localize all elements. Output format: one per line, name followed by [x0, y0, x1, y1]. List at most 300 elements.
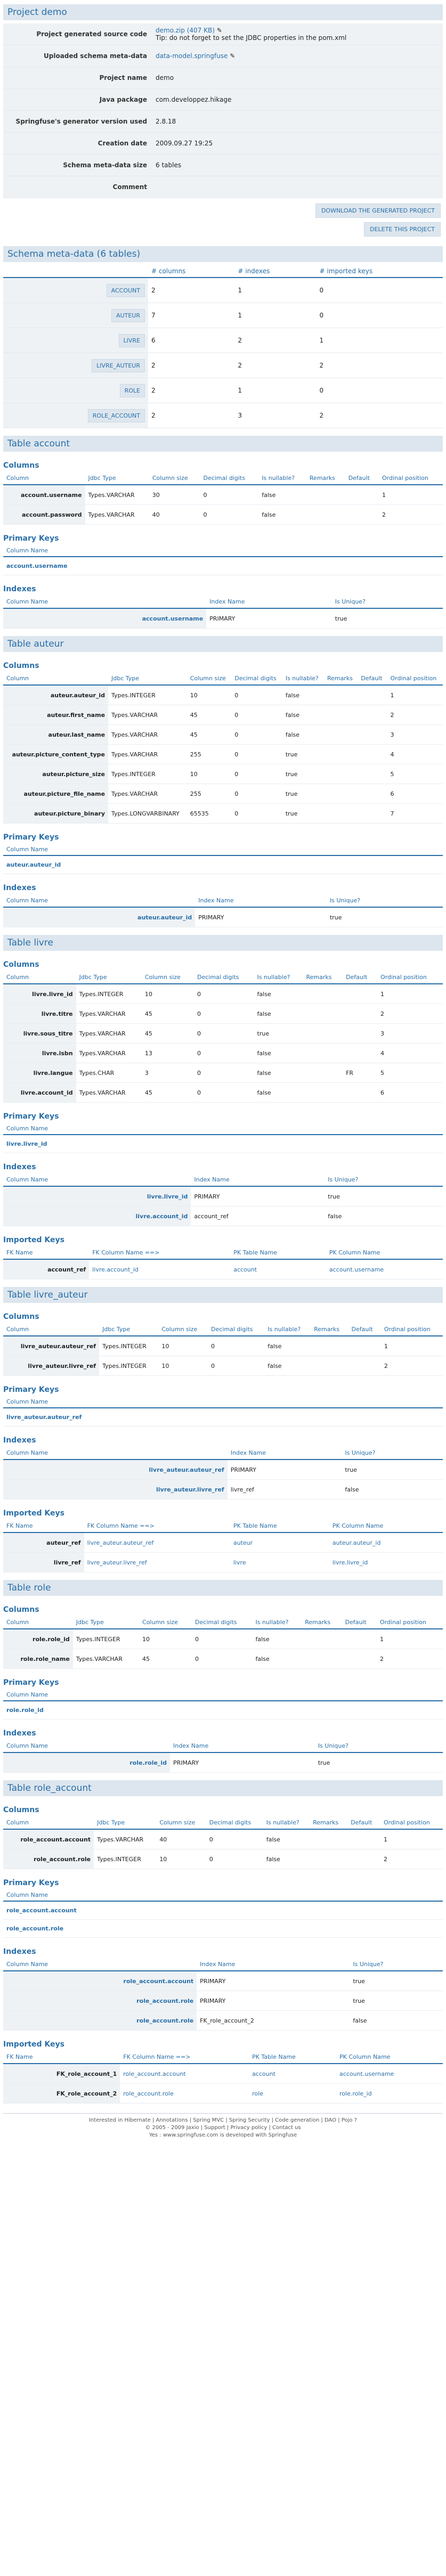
table-cell	[303, 984, 343, 1004]
table-cell: 0	[231, 705, 282, 725]
table-cell	[358, 705, 387, 725]
table-cell: 3	[142, 1063, 194, 1083]
pk-header: Column Name	[3, 1123, 443, 1135]
col-header: Index Name	[191, 1173, 325, 1186]
table-cell[interactable]: auteur.auteur_id	[329, 1532, 443, 1553]
table-cell	[358, 764, 387, 784]
col-header: FK Column Name ==>	[120, 2051, 249, 2064]
table-row	[3, 1004, 443, 1024]
table-cell: Types.VARCHAR	[108, 725, 187, 745]
table-cell	[358, 685, 387, 705]
table-link-button[interactable]: ACCOUNT	[107, 284, 145, 297]
columns-heading: Columns	[3, 1313, 39, 1321]
table-cell: 0	[192, 1649, 252, 1669]
col-header: Is nullable?	[254, 971, 303, 984]
table-link-button[interactable]: AUTEUR	[111, 309, 145, 322]
col-header: Ordinal position	[380, 1816, 443, 1829]
pk-value: role_account.role	[3, 1920, 443, 1938]
table-cell: role_account.account	[3, 1829, 94, 1849]
table-cell: 1	[377, 984, 443, 1004]
table-cell: FK_role_account_1	[3, 2064, 120, 2084]
table-cell: true	[350, 1971, 443, 1991]
col-header: Index Name	[228, 1447, 342, 1460]
table-cell	[358, 745, 387, 764]
table-cell	[343, 1044, 377, 1063]
col-header: Is Unique?	[332, 596, 443, 608]
prop-value	[151, 176, 443, 198]
table-cell: auteur.last_name	[3, 725, 108, 745]
schema-cell: 2	[317, 403, 443, 428]
table-cell	[324, 725, 358, 745]
table-cell: Types.VARCHAR	[76, 1024, 142, 1044]
table-cell: account.password	[3, 505, 85, 525]
table-cell[interactable]: livre	[230, 1553, 329, 1572]
footer-line: Interested in Hibernate | Annotations | Spring MVC | Spring Security | Code generation | DAO | Pojo ?	[88, 2117, 357, 2123]
table-link-button[interactable]: ROLE_ACCOUNT	[88, 409, 145, 422]
table-cell: role.role_id	[3, 1629, 73, 1649]
schema-row	[3, 303, 443, 328]
tables-container	[3, 436, 443, 2104]
table-cell: Types.VARCHAR	[108, 705, 187, 725]
table-cell	[311, 1356, 348, 1376]
table-cell: role_account.account	[3, 1971, 197, 1991]
table-row	[3, 1553, 443, 1572]
indexes-heading: Indexes	[3, 1163, 36, 1171]
col-header: Decimal digits	[231, 672, 282, 685]
table-cell: 2	[387, 705, 443, 725]
prop-value: 6 tables	[151, 154, 443, 176]
pk-value: livre_auteur.auteur_ref	[3, 1408, 443, 1426]
col-header: Column size	[156, 1816, 206, 1829]
table-cell[interactable]: role_account.account	[120, 2064, 249, 2084]
table-cell: 0	[194, 1004, 254, 1024]
table-cell: auteur.picture_file_name	[3, 784, 108, 804]
table-cell: 2	[377, 1004, 443, 1024]
schema-cell: 2	[317, 353, 443, 378]
col-header: FK Column Name ==>	[89, 1246, 230, 1259]
col-header: Is Unique?	[315, 1740, 443, 1752]
table-cell: Types.INTEGER	[94, 1849, 156, 1869]
table-cell: 0	[194, 1083, 254, 1103]
table-row	[3, 725, 443, 745]
col-header: Jdbc Type	[108, 672, 187, 685]
table-cell: Types.VARCHAR	[76, 1004, 142, 1024]
col-header: Decimal digits	[206, 1816, 263, 1829]
table-cell: PRIMARY	[195, 907, 327, 927]
table-cell: Types.VARCHAR	[85, 485, 149, 505]
columns-heading: Columns	[3, 960, 39, 969]
col-header: FK Column Name ==>	[84, 1520, 230, 1532]
table-title: Table role_account	[3, 1780, 443, 1796]
table-cell[interactable]: account	[249, 2064, 336, 2084]
table-cell[interactable]: livre.account_id	[89, 1259, 230, 1279]
table-row	[3, 1356, 443, 1376]
table-cell[interactable]: livre_auteur.auteur_ref	[84, 1532, 230, 1553]
schema-cell: 2	[148, 353, 234, 378]
table-cell: 40	[156, 1829, 206, 1849]
table-cell: 0	[208, 1356, 264, 1376]
table-cell: 0	[200, 505, 258, 525]
table-cell: 4	[387, 745, 443, 764]
table-cell: 10	[142, 984, 194, 1004]
col-header: Column size	[158, 1323, 208, 1336]
table-row	[3, 2064, 443, 2084]
pk-header: Column Name	[3, 1689, 443, 1701]
pk-value: auteur.auteur_id	[3, 856, 443, 874]
table-cell: role.role_name	[3, 1649, 73, 1669]
col-header: Index Name	[197, 1958, 350, 1971]
col-header: Jdbc Type	[99, 1323, 158, 1336]
prop-label: Java package	[3, 89, 151, 111]
col-header: Ordinal position	[381, 1323, 443, 1336]
table-row	[3, 2011, 443, 2031]
table-title: Table livre_auteur	[3, 1287, 443, 1303]
table-cell: PRIMARY	[170, 1752, 315, 1773]
imported-keys-heading: Imported Keys	[3, 1236, 64, 1244]
table-cell[interactable]: livre_auteur.livre_ref	[84, 1553, 230, 1572]
table-cell: 0	[231, 784, 282, 804]
table-cell	[342, 1649, 376, 1669]
download-project-button[interactable]: DOWNLOAD THE GENERATED PROJECT	[315, 203, 441, 218]
col-header: PK Column Name	[326, 1246, 443, 1259]
table-cell	[347, 1829, 380, 1849]
table-cell: Types.VARCHAR	[108, 745, 187, 764]
table-cell	[303, 1044, 343, 1063]
table-cell: true	[282, 784, 324, 804]
table-cell: 45	[142, 1004, 194, 1024]
table-row	[3, 2084, 443, 2104]
col-header: Column	[3, 1816, 94, 1829]
primary-keys-heading: Primary Keys	[3, 534, 59, 543]
table-cell: false	[254, 1044, 303, 1063]
prop-value: 2.8.18	[151, 111, 443, 133]
table-row	[3, 1024, 443, 1044]
table-cell: 255	[187, 784, 231, 804]
schema-cell: 2	[234, 353, 316, 378]
table-cell: role.role_id	[3, 1752, 170, 1773]
table-cell: auteur.first_name	[3, 705, 108, 725]
table-cell[interactable]: auteur	[230, 1532, 329, 1553]
table-cell: Types.CHAR	[76, 1063, 142, 1083]
table-cell: false	[282, 725, 324, 745]
indexes-table	[3, 596, 443, 629]
footer	[3, 2113, 443, 2142]
indexes-heading: Indexes	[3, 1947, 36, 1956]
table-cell: Types.INTEGER	[108, 685, 187, 705]
table-cell: false	[350, 2011, 443, 2031]
table-cell: 10	[158, 1336, 208, 1356]
prop-value: com.developpez.hikage	[151, 89, 443, 111]
col-header: Default	[348, 1323, 381, 1336]
table-cell: true	[342, 1460, 443, 1480]
schema-cell: 2	[148, 403, 234, 428]
table-cell: false	[254, 1083, 303, 1103]
table-cell: account.username	[3, 485, 85, 505]
table-cell: livre.account_id	[3, 1083, 76, 1103]
schema-cell: 2	[148, 278, 234, 303]
table-cell: 7	[387, 804, 443, 824]
table-row	[3, 1991, 443, 2011]
table-cell: 0	[206, 1829, 263, 1849]
table-row	[3, 1063, 443, 1083]
table-cell	[302, 1649, 342, 1669]
col-header: Is Unique?	[325, 1173, 443, 1186]
table-cell[interactable]: livre.livre_id	[329, 1553, 443, 1572]
col-header: PK Table Name	[249, 2051, 336, 2064]
table-cell: 0	[231, 764, 282, 784]
table-cell: 5	[387, 764, 443, 784]
col-header: Is Unique?	[342, 1447, 443, 1460]
indexes-heading: Indexes	[3, 884, 36, 892]
col-header: Remarks	[310, 1816, 347, 1829]
edit-icon[interactable]: ✎	[216, 27, 222, 34]
delete-project-button[interactable]: DELETE THIS PROJECT	[364, 222, 441, 237]
table-cell	[343, 1083, 377, 1103]
imported-keys-table	[3, 2051, 443, 2104]
table-cell: 40	[149, 505, 200, 525]
table-cell: false	[264, 1356, 311, 1376]
primary-keys-heading: Primary Keys	[3, 1385, 59, 1394]
table-cell: false	[325, 1207, 443, 1226]
col-header: Is nullable?	[264, 1323, 311, 1336]
table-cell: auteur_ref	[3, 1532, 84, 1553]
col-header: Jdbc Type	[94, 1816, 156, 1829]
col-header: Decimal digits	[192, 1616, 252, 1629]
schema-cell: 1	[234, 378, 316, 403]
columns-heading: Columns	[3, 1605, 39, 1614]
col-header: Is nullable?	[282, 672, 324, 685]
table-cell: 2	[380, 1849, 443, 1869]
col-header: Column Name	[3, 596, 206, 608]
primary-keys-heading: Primary Keys	[3, 1678, 59, 1687]
table-cell	[306, 505, 345, 525]
table-cell[interactable]: account.username	[336, 2064, 443, 2084]
col-header: Jdbc Type	[76, 971, 142, 984]
table-section	[3, 1580, 443, 1773]
table-cell: 3	[387, 725, 443, 745]
table-cell: true	[325, 1186, 443, 1207]
table-cell: false	[342, 1480, 443, 1499]
table-cell: livre.account_id	[3, 1207, 191, 1226]
tip-text: Tip: do not forget to set the JDBC properties in the pom.xml	[156, 34, 347, 42]
col-header: Is nullable?	[253, 1616, 302, 1629]
table-cell[interactable]: account	[230, 1259, 326, 1279]
table-cell: false	[258, 505, 306, 525]
schema-cell: 1	[234, 278, 316, 303]
col-header: Ordinal position	[387, 672, 443, 685]
table-cell	[303, 1063, 343, 1083]
table-cell: livre_auteur.livre_ref	[3, 1356, 99, 1376]
schema-cell: 6	[148, 328, 234, 353]
schema-title: Schema meta-data (6 tables)	[3, 246, 443, 262]
indexes-table	[3, 894, 443, 927]
table-row	[3, 1044, 443, 1063]
table-cell: 1	[377, 1629, 443, 1649]
table-cell	[324, 745, 358, 764]
table-cell: false	[254, 1004, 303, 1024]
table-cell: true	[315, 1752, 443, 1773]
table-cell: FR	[343, 1063, 377, 1083]
primary-keys-heading: Primary Keys	[3, 833, 59, 842]
schema-cell: 0	[317, 378, 443, 403]
col-header: Jdbc Type	[85, 472, 149, 485]
table-cell: 0	[231, 745, 282, 764]
table-cell: Types.VARCHAR	[73, 1649, 139, 1669]
col-header: PK Table Name	[230, 1520, 329, 1532]
table-cell: true	[254, 1024, 303, 1044]
prop-value: 2009.09.27 19:25	[151, 133, 443, 154]
col-header: Default	[343, 971, 377, 984]
table-cell	[342, 1629, 376, 1649]
table-cell[interactable]: role	[249, 2084, 336, 2104]
table-cell	[303, 1083, 343, 1103]
table-cell	[324, 764, 358, 784]
table-title: Table auteur	[3, 636, 443, 652]
table-cell	[343, 1024, 377, 1044]
col-header: Remarks	[302, 1616, 342, 1629]
table-row	[3, 1629, 443, 1649]
table-cell	[345, 485, 379, 505]
prop-value: demo	[151, 67, 443, 89]
edit-icon[interactable]: ✎	[230, 52, 236, 60]
table-cell: 0	[206, 1849, 263, 1869]
table-link-button[interactable]: ROLE	[120, 384, 145, 397]
col-header: Column Name	[3, 1958, 197, 1971]
columns-table	[3, 1616, 443, 1669]
table-cell: auteur.picture_size	[3, 764, 108, 784]
table-cell: false	[282, 685, 324, 705]
table-section	[3, 436, 443, 629]
col-header: Column	[3, 1323, 99, 1336]
table-cell: true	[282, 764, 324, 784]
table-cell: 6	[387, 784, 443, 804]
columns-table	[3, 1816, 443, 1869]
table-cell: Types.VARCHAR	[94, 1829, 156, 1849]
table-cell: true	[350, 1991, 443, 2011]
table-cell	[347, 1849, 380, 1869]
pk-value: livre.livre_id	[3, 1135, 443, 1153]
table-cell: 0	[194, 1024, 254, 1044]
table-row	[3, 1532, 443, 1553]
table-cell: 0	[200, 485, 258, 505]
table-cell: account_ref	[3, 1259, 89, 1279]
table-row	[3, 1186, 443, 1207]
table-cell: 2	[381, 1356, 443, 1376]
table-cell: livre.sous_titre	[3, 1024, 76, 1044]
table-row	[3, 1829, 443, 1849]
table-cell: 2	[377, 1649, 443, 1669]
prop-label: Creation date	[3, 133, 151, 154]
table-cell	[306, 485, 345, 505]
table-cell: 2	[379, 505, 443, 525]
table-cell	[343, 984, 377, 1004]
pk-header: Column Name	[3, 1889, 443, 1902]
table-row	[3, 1649, 443, 1669]
imported-keys-heading: Imported Keys	[3, 2040, 64, 2049]
table-cell: 45	[142, 1083, 194, 1103]
table-cell: account.username	[3, 608, 206, 629]
table-cell: livre_auteur.auteur_ref	[3, 1336, 99, 1356]
table-cell: 65535	[187, 804, 231, 824]
col-header: Column Name	[3, 1740, 170, 1752]
table-cell: false	[254, 984, 303, 1004]
table-row	[3, 1259, 443, 1279]
table-cell: Types.VARCHAR	[76, 1044, 142, 1063]
table-cell: false	[258, 485, 306, 505]
table-cell: auteur.auteur_id	[3, 907, 195, 927]
prop-label: Springfuse's generator version used	[3, 111, 151, 133]
table-cell[interactable]: role.role_id	[336, 2084, 443, 2104]
table-cell: Types.INTEGER	[73, 1629, 139, 1649]
table-cell: PRIMARY	[206, 608, 332, 629]
col-header: Ordinal position	[377, 971, 443, 984]
table-section	[3, 636, 443, 927]
table-cell: FK_role_account_2	[197, 2011, 350, 2031]
table-cell: true	[332, 608, 443, 629]
table-link-button[interactable]: LIVRE	[119, 334, 145, 347]
table-cell: 10	[156, 1849, 206, 1869]
download-zip-link[interactable]: demo.zip (407 KB)	[156, 27, 215, 34]
col-header: Decimal digits	[208, 1323, 264, 1336]
table-cell	[303, 1004, 343, 1024]
table-cell	[343, 1004, 377, 1024]
col-header: Is nullable?	[258, 472, 306, 485]
schema-table	[3, 265, 443, 428]
table-cell: livre.langue	[3, 1063, 76, 1083]
table-cell: livre_auteur.auteur_ref	[3, 1460, 228, 1480]
schema-cell: 2	[234, 328, 316, 353]
schema-file-link[interactable]: data-model.springfuse	[156, 52, 228, 60]
table-cell: 0	[231, 685, 282, 705]
table-cell	[310, 1849, 347, 1869]
table-cell: 0	[194, 984, 254, 1004]
table-cell[interactable]: account.username	[326, 1259, 443, 1279]
prop-label: Schema meta-data size	[3, 154, 151, 176]
table-cell	[310, 1829, 347, 1849]
table-cell: PRIMARY	[191, 1186, 325, 1207]
footer-line: © 2005 - 2009 Jaxio | Support | Privacy policy | Contact us	[145, 2125, 301, 2131]
col-header: Is Unique?	[350, 1958, 443, 1971]
col-header: Ordinal position	[377, 1616, 443, 1629]
table-cell: livre_auteur.livre_ref	[3, 1480, 228, 1499]
col-header: Remarks	[306, 472, 345, 485]
col-header: FK Name	[3, 1246, 89, 1259]
table-row	[3, 804, 443, 824]
col-header: Is Unique?	[327, 894, 443, 907]
table-row	[3, 1971, 443, 1991]
col-header: Column size	[149, 472, 200, 485]
prop-label: Project name	[3, 67, 151, 89]
schema-row	[3, 328, 443, 353]
table-cell: livre.livre_id	[3, 984, 76, 1004]
table-link-button[interactable]: LIVRE_AUTEUR	[92, 359, 145, 372]
project-properties	[3, 23, 443, 198]
table-cell: livre_ref	[3, 1553, 84, 1572]
table-cell: livre.isbn	[3, 1044, 76, 1063]
table-cell: PRIMARY	[197, 1971, 350, 1991]
col-header: Column size	[139, 1616, 192, 1629]
table-row	[3, 1752, 443, 1773]
schema-cell: 0	[317, 303, 443, 328]
pk-header: Column Name	[3, 1396, 443, 1408]
table-cell: Types.VARCHAR	[76, 1083, 142, 1103]
table-cell: FK_role_account_2	[3, 2084, 120, 2104]
schema-row	[3, 278, 443, 303]
table-cell: PRIMARY	[197, 1991, 350, 2011]
schema-cell: 1	[317, 328, 443, 353]
table-cell[interactable]: role_account.role	[120, 2084, 249, 2104]
table-title: Table account	[3, 436, 443, 452]
